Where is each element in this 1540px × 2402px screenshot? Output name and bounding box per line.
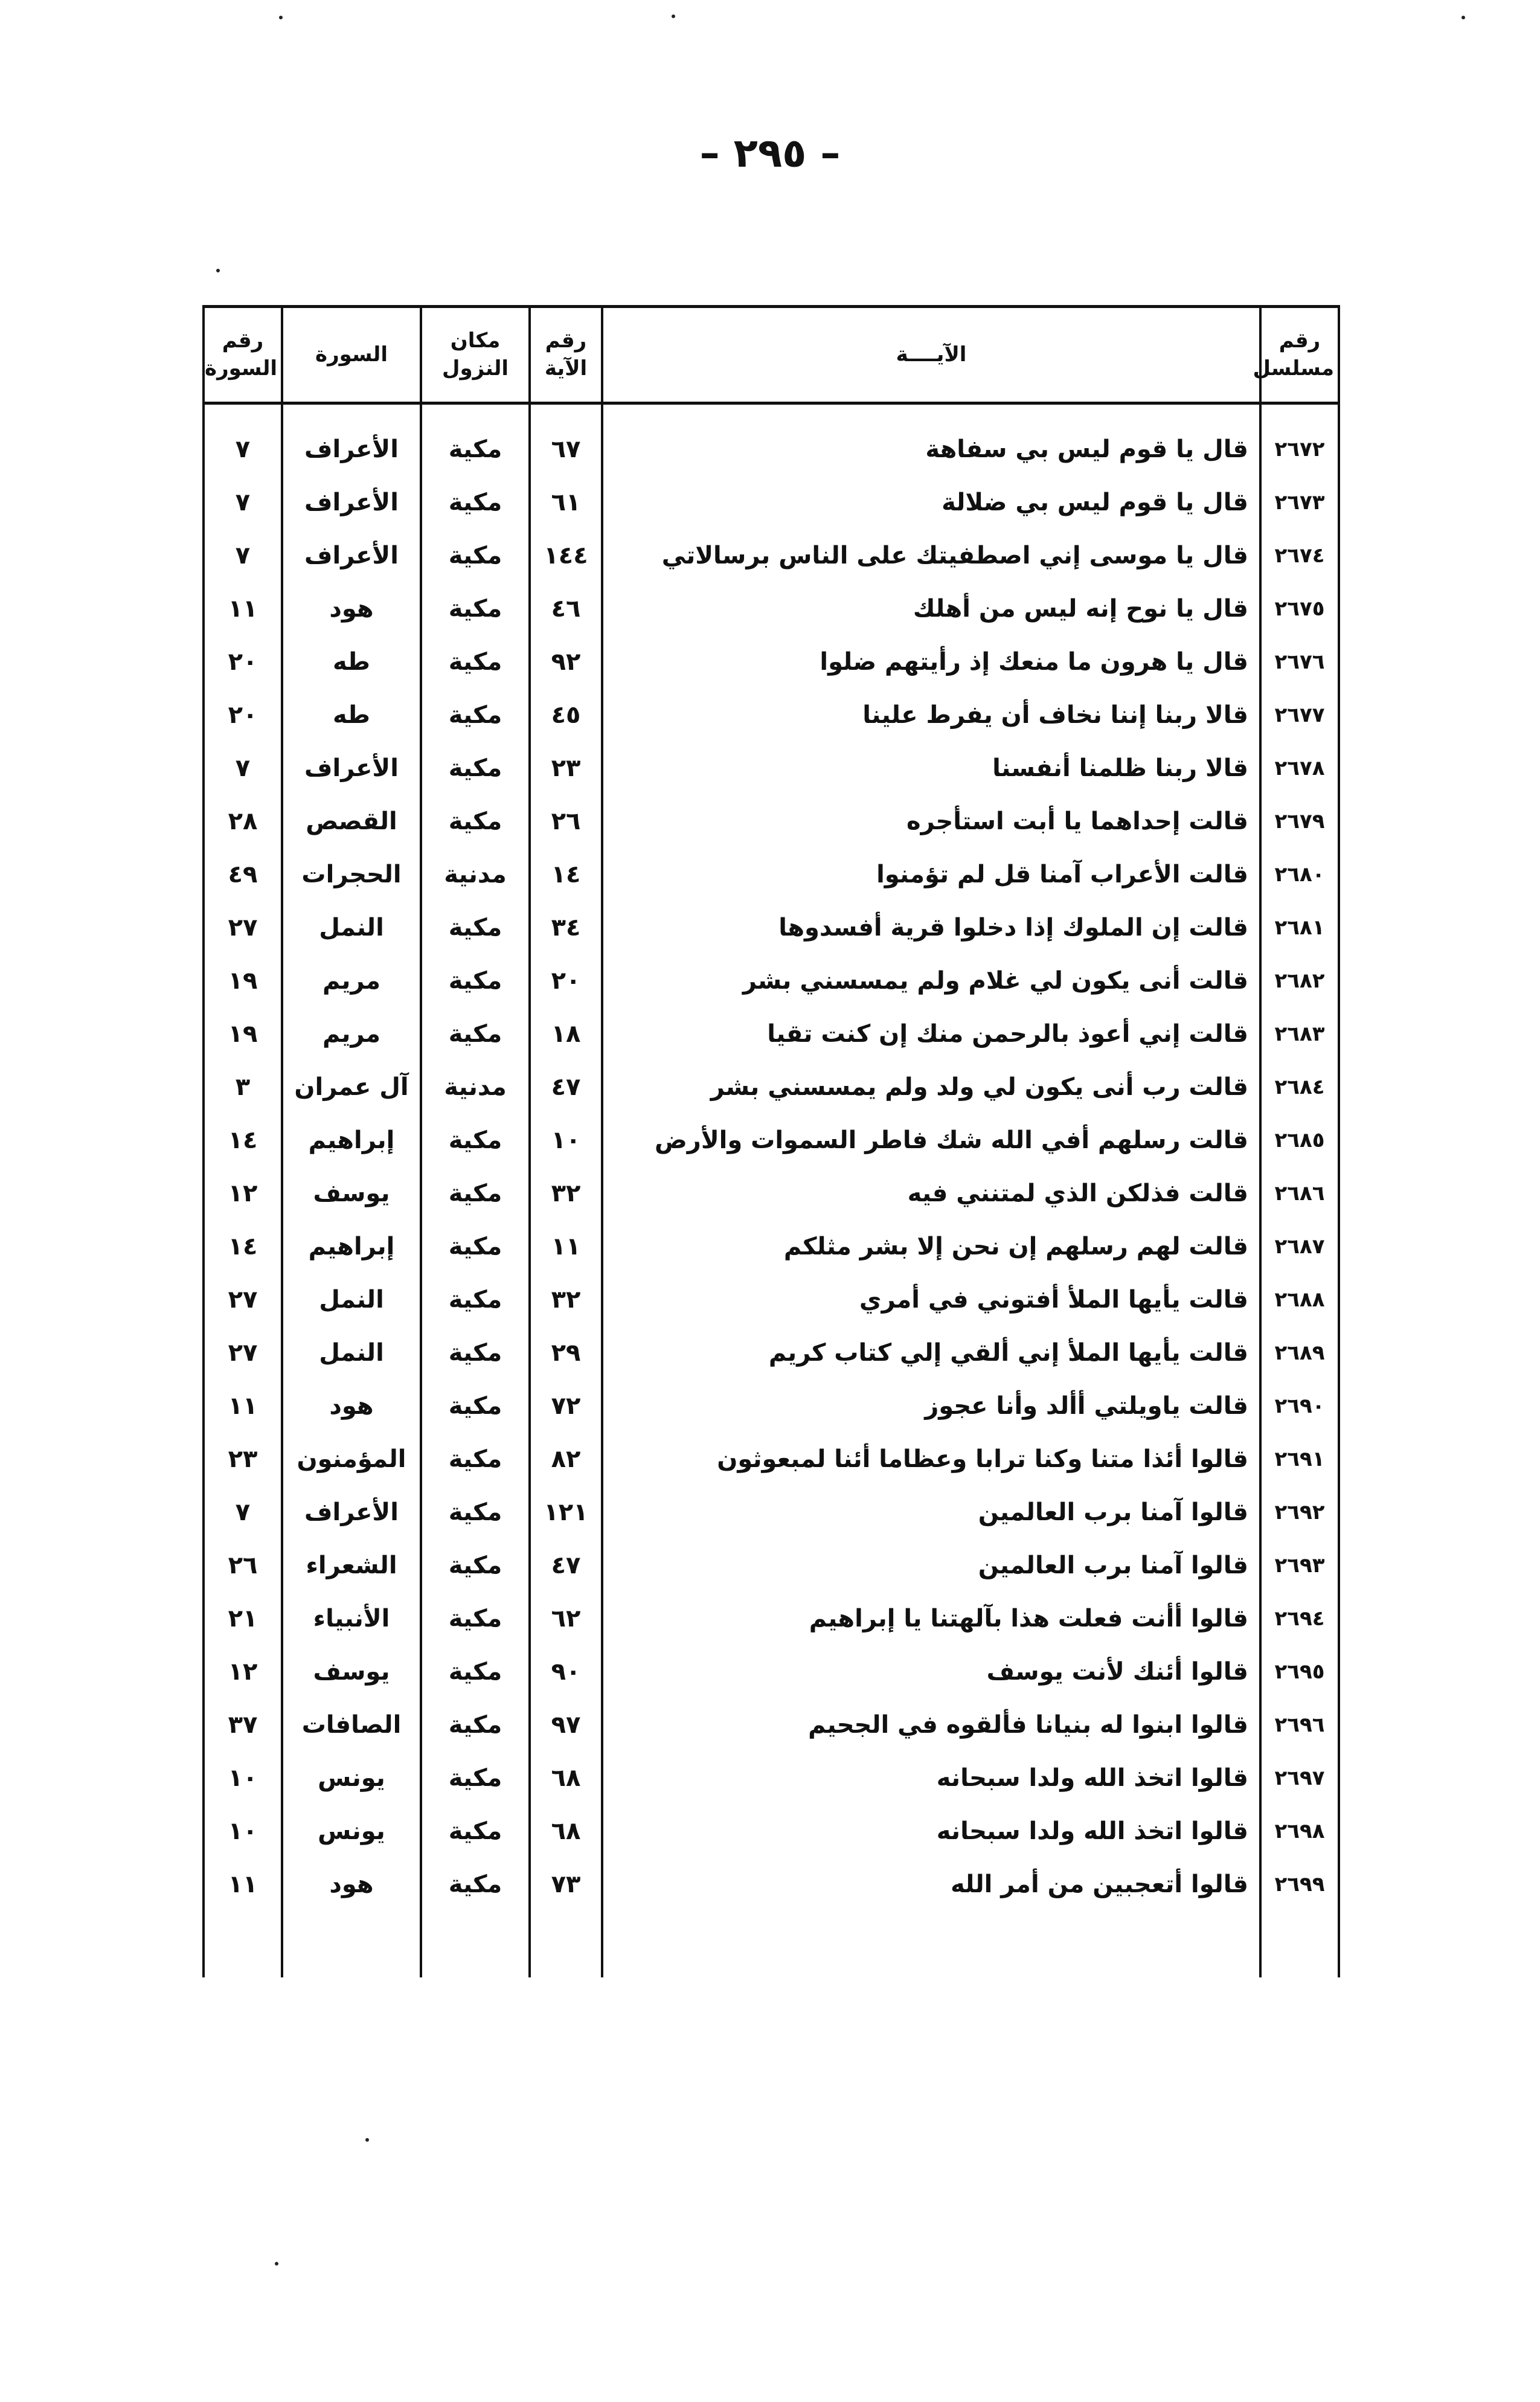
surah-number-cell: ٧ (204, 529, 282, 582)
verse-cell: قالت أنى يكون لي غلام ولم يمسسني بشر (602, 954, 1260, 1007)
revelation-place-cell: مكية (421, 635, 530, 689)
table-row (204, 582, 1339, 635)
table-row (204, 529, 1339, 582)
verse-number-cell: ٩٠ (530, 1645, 602, 1698)
revelation-place-cell: مكية (421, 795, 530, 848)
table-row (204, 848, 1339, 901)
spacer-cell (204, 1911, 282, 1977)
header-surah-number: رقم السورة (204, 307, 282, 403)
verse-number-cell: ٧٢ (530, 1379, 602, 1433)
revelation-place-cell: مدنية (421, 848, 530, 901)
verse-cell: قالت يأيها الملأ أفتوني في أمري (602, 1273, 1260, 1326)
surah-number-cell: ٢٣ (204, 1433, 282, 1486)
serial-number-cell: ٢٦٨٦ (1260, 1167, 1339, 1220)
revelation-place-cell: مكية (421, 1752, 530, 1805)
verse-number-cell: ٦١ (530, 476, 602, 529)
table-row (204, 1379, 1339, 1433)
table-row (204, 635, 1339, 689)
header-surah: السورة (282, 307, 421, 403)
table-row (204, 1167, 1339, 1220)
verse-cell: قالت إحداهما يا أبت استأجره (602, 795, 1260, 848)
revelation-place-cell: مكية (421, 954, 530, 1007)
surah-number-cell: ٤٩ (204, 848, 282, 901)
scan-speck (1461, 16, 1465, 19)
table-row (204, 1326, 1339, 1379)
verse-cell: قالت الأعراب آمنا قل لم تؤمنوا (602, 848, 1260, 901)
serial-number-cell: ٢٦٩٥ (1260, 1645, 1339, 1698)
surah-number-cell: ٢٧ (204, 1273, 282, 1326)
table-row (204, 1273, 1339, 1326)
header-serial-number: رقم مسلسل (1260, 307, 1339, 403)
revelation-place-cell: مكية (421, 1114, 530, 1167)
surah-number-cell: ٢٨ (204, 795, 282, 848)
spacer-cell (530, 1911, 602, 1977)
surah-cell: النمل (282, 1273, 421, 1326)
revelation-place-cell: مكية (421, 1326, 530, 1379)
revelation-place-cell: مكية (421, 582, 530, 635)
verse-number-cell: ٢٣ (530, 742, 602, 795)
serial-number-cell: ٢٦٩٣ (1260, 1539, 1339, 1592)
table-body (204, 403, 1339, 1978)
table-row (204, 795, 1339, 848)
surah-number-cell: ٧ (204, 403, 282, 477)
header-verse: الآيــــة (602, 307, 1260, 403)
revelation-place-cell: مكية (421, 1645, 530, 1698)
verse-cell: قالوا اتخذ الله ولدا سبحانه (602, 1752, 1260, 1805)
verse-number-cell: ٣٢ (530, 1167, 602, 1220)
verse-cell: قالا ربنا ظلمنا أنفسنا (602, 742, 1260, 795)
verse-cell: قالت فذلكن الذي لمتنني فيه (602, 1167, 1260, 1220)
surah-cell: إبراهيم (282, 1220, 421, 1273)
table-tail-spacer (204, 1911, 1339, 1977)
revelation-place-cell: مكية (421, 1007, 530, 1061)
verse-cell: قالوا أئنك لأنت يوسف (602, 1645, 1260, 1698)
revelation-place-cell: مكية (421, 1805, 530, 1858)
scan-speck (672, 14, 675, 18)
revelation-place-cell: مكية (421, 1858, 530, 1911)
verse-cell: قالت لهم رسلهم إن نحن إلا بشر مثلكم (602, 1220, 1260, 1273)
surah-cell: يوسف (282, 1167, 421, 1220)
verse-cell: قالوا أتعجبين من أمر الله (602, 1858, 1260, 1911)
revelation-place-cell: مكية (421, 901, 530, 954)
verse-number-cell: ٢٠ (530, 954, 602, 1007)
serial-number-cell: ٢٦٨٤ (1260, 1061, 1339, 1114)
verse-cell: قالوا آمنا برب العالمين (602, 1486, 1260, 1539)
surah-cell: طه (282, 635, 421, 689)
surah-cell: هود (282, 1858, 421, 1911)
verse-number-cell: ٢٩ (530, 1326, 602, 1379)
serial-number-cell: ٢٦٧٢ (1260, 403, 1339, 477)
spacer-cell (282, 1911, 421, 1977)
revelation-place-cell: مكية (421, 1486, 530, 1539)
serial-number-cell: ٢٦٩٩ (1260, 1858, 1339, 1911)
verse-number-cell: ٩٧ (530, 1698, 602, 1752)
table-row (204, 1698, 1339, 1752)
surah-number-cell: ٢١ (204, 1592, 282, 1645)
surah-cell: يونس (282, 1805, 421, 1858)
verse-number-cell: ٣٢ (530, 1273, 602, 1326)
verse-cell: قال يا نوح إنه ليس من أهلك (602, 582, 1260, 635)
revelation-place-cell: مكية (421, 1167, 530, 1220)
serial-number-cell: ٢٦٨١ (1260, 901, 1339, 954)
revelation-place-cell: مكية (421, 403, 530, 477)
scan-speck (365, 2138, 369, 2142)
verse-cell: قالوا آمنا برب العالمين (602, 1539, 1260, 1592)
table-row (204, 1539, 1339, 1592)
surah-cell: هود (282, 1379, 421, 1433)
verse-number-cell: ٤٥ (530, 689, 602, 742)
verse-cell: قالت يأيها الملأ إني ألقي إلي كتاب كريم (602, 1326, 1260, 1379)
verse-index-table (202, 305, 1340, 1977)
verse-cell: قالت ياويلتي أألد وأنا عجوز (602, 1379, 1260, 1433)
verse-cell: قال يا هرون ما منعك إذ رأيتهم ضلوا (602, 635, 1260, 689)
surah-number-cell: ٢٠ (204, 635, 282, 689)
revelation-place-cell: مكية (421, 529, 530, 582)
verse-number-cell: ٧٣ (530, 1858, 602, 1911)
revelation-place-cell: مكية (421, 1379, 530, 1433)
verse-cell: قالوا اتخذ الله ولدا سبحانه (602, 1805, 1260, 1858)
surah-number-cell: ٣ (204, 1061, 282, 1114)
serial-number-cell: ٢٦٧٧ (1260, 689, 1339, 742)
surah-cell: آل عمران (282, 1061, 421, 1114)
scan-speck (275, 2262, 278, 2266)
surah-cell: طه (282, 689, 421, 742)
serial-number-cell: ٢٦٨٥ (1260, 1114, 1339, 1167)
verse-cell: قالت رب أنى يكون لي ولد ولم يمسسني بشر (602, 1061, 1260, 1114)
surah-number-cell: ١١ (204, 1858, 282, 1911)
table-row (204, 954, 1339, 1007)
spacer-cell (421, 1911, 530, 1977)
revelation-place-cell: مكية (421, 476, 530, 529)
surah-cell: الأعراف (282, 1486, 421, 1539)
surah-cell: النمل (282, 901, 421, 954)
surah-number-cell: ١١ (204, 1379, 282, 1433)
verse-cell: قال يا قوم ليس بي سفاهة (602, 403, 1260, 477)
verse-number-cell: ٤٧ (530, 1539, 602, 1592)
surah-number-cell: ١٤ (204, 1114, 282, 1167)
surah-number-cell: ٢٦ (204, 1539, 282, 1592)
verse-number-cell: ١٨ (530, 1007, 602, 1061)
revelation-place-cell: مكية (421, 1433, 530, 1486)
surah-number-cell: ٧ (204, 476, 282, 529)
serial-number-cell: ٢٦٨٧ (1260, 1220, 1339, 1273)
serial-number-cell: ٢٦٩٦ (1260, 1698, 1339, 1752)
revelation-place-cell: مكية (421, 1592, 530, 1645)
revelation-place-cell: مكية (421, 1539, 530, 1592)
surah-cell: هود (282, 582, 421, 635)
verse-number-cell: ٨٢ (530, 1433, 602, 1486)
verse-number-cell: ٦٨ (530, 1805, 602, 1858)
surah-number-cell: ١٠ (204, 1805, 282, 1858)
serial-number-cell: ٢٦٨٩ (1260, 1326, 1339, 1379)
serial-number-cell: ٢٦٧٥ (1260, 582, 1339, 635)
table-row (204, 1645, 1339, 1698)
verse-cell: قالا ربنا إننا نخاف أن يفرط علينا (602, 689, 1260, 742)
surah-cell: الحجرات (282, 848, 421, 901)
surah-cell: الأعراف (282, 403, 421, 477)
revelation-place-cell: مكية (421, 742, 530, 795)
verse-cell: قالت إني أعوذ بالرحمن منك إن كنت تقيا (602, 1007, 1260, 1061)
page-number: – ٢٩٥ – (699, 130, 841, 176)
verse-number-cell: ١١ (530, 1220, 602, 1273)
surah-cell: يوسف (282, 1645, 421, 1698)
revelation-place-cell: مكية (421, 1220, 530, 1273)
verse-number-cell: ٤٧ (530, 1061, 602, 1114)
serial-number-cell: ٢٦٧٦ (1260, 635, 1339, 689)
verse-number-cell: ١٢١ (530, 1486, 602, 1539)
surah-cell: الأنبياء (282, 1592, 421, 1645)
table-row (204, 1007, 1339, 1061)
scan-speck (216, 269, 220, 272)
surah-number-cell: ١١ (204, 582, 282, 635)
surah-number-cell: ٢٠ (204, 689, 282, 742)
verse-cell: قالوا ابنوا له بنيانا فألقوه في الجحيم (602, 1698, 1260, 1752)
table-row (204, 1805, 1339, 1858)
spacer-cell (1260, 1911, 1339, 1977)
revelation-place-cell: مكية (421, 1698, 530, 1752)
verse-number-cell: ١٤ (530, 848, 602, 901)
surah-cell: إبراهيم (282, 1114, 421, 1167)
surah-cell: مريم (282, 1007, 421, 1061)
table-row (204, 1220, 1339, 1273)
table-row (204, 1433, 1339, 1486)
surah-cell: النمل (282, 1326, 421, 1379)
surah-cell: القصص (282, 795, 421, 848)
table-row (204, 403, 1339, 477)
verse-cell: قالوا أئذا متنا وكنا ترابا وعظاما أئنا لمبعوثون (602, 1433, 1260, 1486)
verse-cell: قال يا موسى إني اصطفيتك على الناس برسالاتي (602, 529, 1260, 582)
serial-number-cell: ٢٦٩٤ (1260, 1592, 1339, 1645)
verse-cell: قالت رسلهم أفي الله شك فاطر السموات والأرض (602, 1114, 1260, 1167)
serial-number-cell: ٢٦٩٧ (1260, 1752, 1339, 1805)
surah-number-cell: ٧ (204, 1486, 282, 1539)
revelation-place-cell: مدنية (421, 1061, 530, 1114)
surah-number-cell: ١٠ (204, 1752, 282, 1805)
surah-number-cell: ١٤ (204, 1220, 282, 1273)
table-row (204, 1061, 1339, 1114)
table-row (204, 1858, 1339, 1911)
surah-number-cell: ٢٧ (204, 901, 282, 954)
serial-number-cell: ٢٦٧٩ (1260, 795, 1339, 848)
surah-number-cell: ٢٧ (204, 1326, 282, 1379)
verse-number-cell: ١٠ (530, 1114, 602, 1167)
serial-number-cell: ٢٦٧٣ (1260, 476, 1339, 529)
header-revelation-place: مكان النزول (421, 307, 530, 403)
verse-cell: قال يا قوم ليس بي ضلالة (602, 476, 1260, 529)
surah-cell: يونس (282, 1752, 421, 1805)
serial-number-cell: ٢٦٩٨ (1260, 1805, 1339, 1858)
header-verse-number: رقم الآية (530, 307, 602, 403)
surah-number-cell: ١٢ (204, 1645, 282, 1698)
verse-number-cell: ٦٨ (530, 1752, 602, 1805)
verse-cell: قالت إن الملوك إذا دخلوا قرية أفسدوها (602, 901, 1260, 954)
verse-number-cell: ٤٦ (530, 582, 602, 635)
serial-number-cell: ٢٦٨٠ (1260, 848, 1339, 901)
serial-number-cell: ٢٦٩٠ (1260, 1379, 1339, 1433)
surah-cell: الأعراف (282, 529, 421, 582)
surah-cell: المؤمنون (282, 1433, 421, 1486)
revelation-place-cell: مكية (421, 1273, 530, 1326)
verse-number-cell: ٦٢ (530, 1592, 602, 1645)
verse-number-cell: ١٤٤ (530, 529, 602, 582)
verse-cell: قالوا أأنت فعلت هذا بآلهتنا يا إبراهيم (602, 1592, 1260, 1645)
surah-number-cell: ١٩ (204, 1007, 282, 1061)
serial-number-cell: ٢٦٧٨ (1260, 742, 1339, 795)
table-row (204, 1592, 1339, 1645)
verse-number-cell: ٦٧ (530, 403, 602, 477)
surah-cell: مريم (282, 954, 421, 1007)
scan-speck (279, 16, 283, 19)
verse-number-cell: ٩٢ (530, 635, 602, 689)
table-row (204, 1752, 1339, 1805)
serial-number-cell: ٢٦٩٢ (1260, 1486, 1339, 1539)
table-header-row (204, 307, 1339, 403)
serial-number-cell: ٢٦٧٤ (1260, 529, 1339, 582)
serial-number-cell: ٢٦٩١ (1260, 1433, 1339, 1486)
serial-number-cell: ٢٦٨٢ (1260, 954, 1339, 1007)
surah-cell: الأعراف (282, 742, 421, 795)
table-row (204, 689, 1339, 742)
surah-number-cell: ١٩ (204, 954, 282, 1007)
table-row (204, 901, 1339, 954)
table-row (204, 1114, 1339, 1167)
verse-number-cell: ٣٤ (530, 901, 602, 954)
table-row (204, 476, 1339, 529)
surah-cell: الشعراء (282, 1539, 421, 1592)
surah-number-cell: ٣٧ (204, 1698, 282, 1752)
serial-number-cell: ٢٦٨٨ (1260, 1273, 1339, 1326)
serial-number-cell: ٢٦٨٣ (1260, 1007, 1339, 1061)
surah-cell: الصافات (282, 1698, 421, 1752)
revelation-place-cell: مكية (421, 689, 530, 742)
surah-cell: الأعراف (282, 476, 421, 529)
table-row (204, 742, 1339, 795)
surah-number-cell: ١٢ (204, 1167, 282, 1220)
surah-number-cell: ٧ (204, 742, 282, 795)
table-row (204, 1486, 1339, 1539)
spacer-cell (602, 1911, 1260, 1977)
verse-number-cell: ٢٦ (530, 795, 602, 848)
